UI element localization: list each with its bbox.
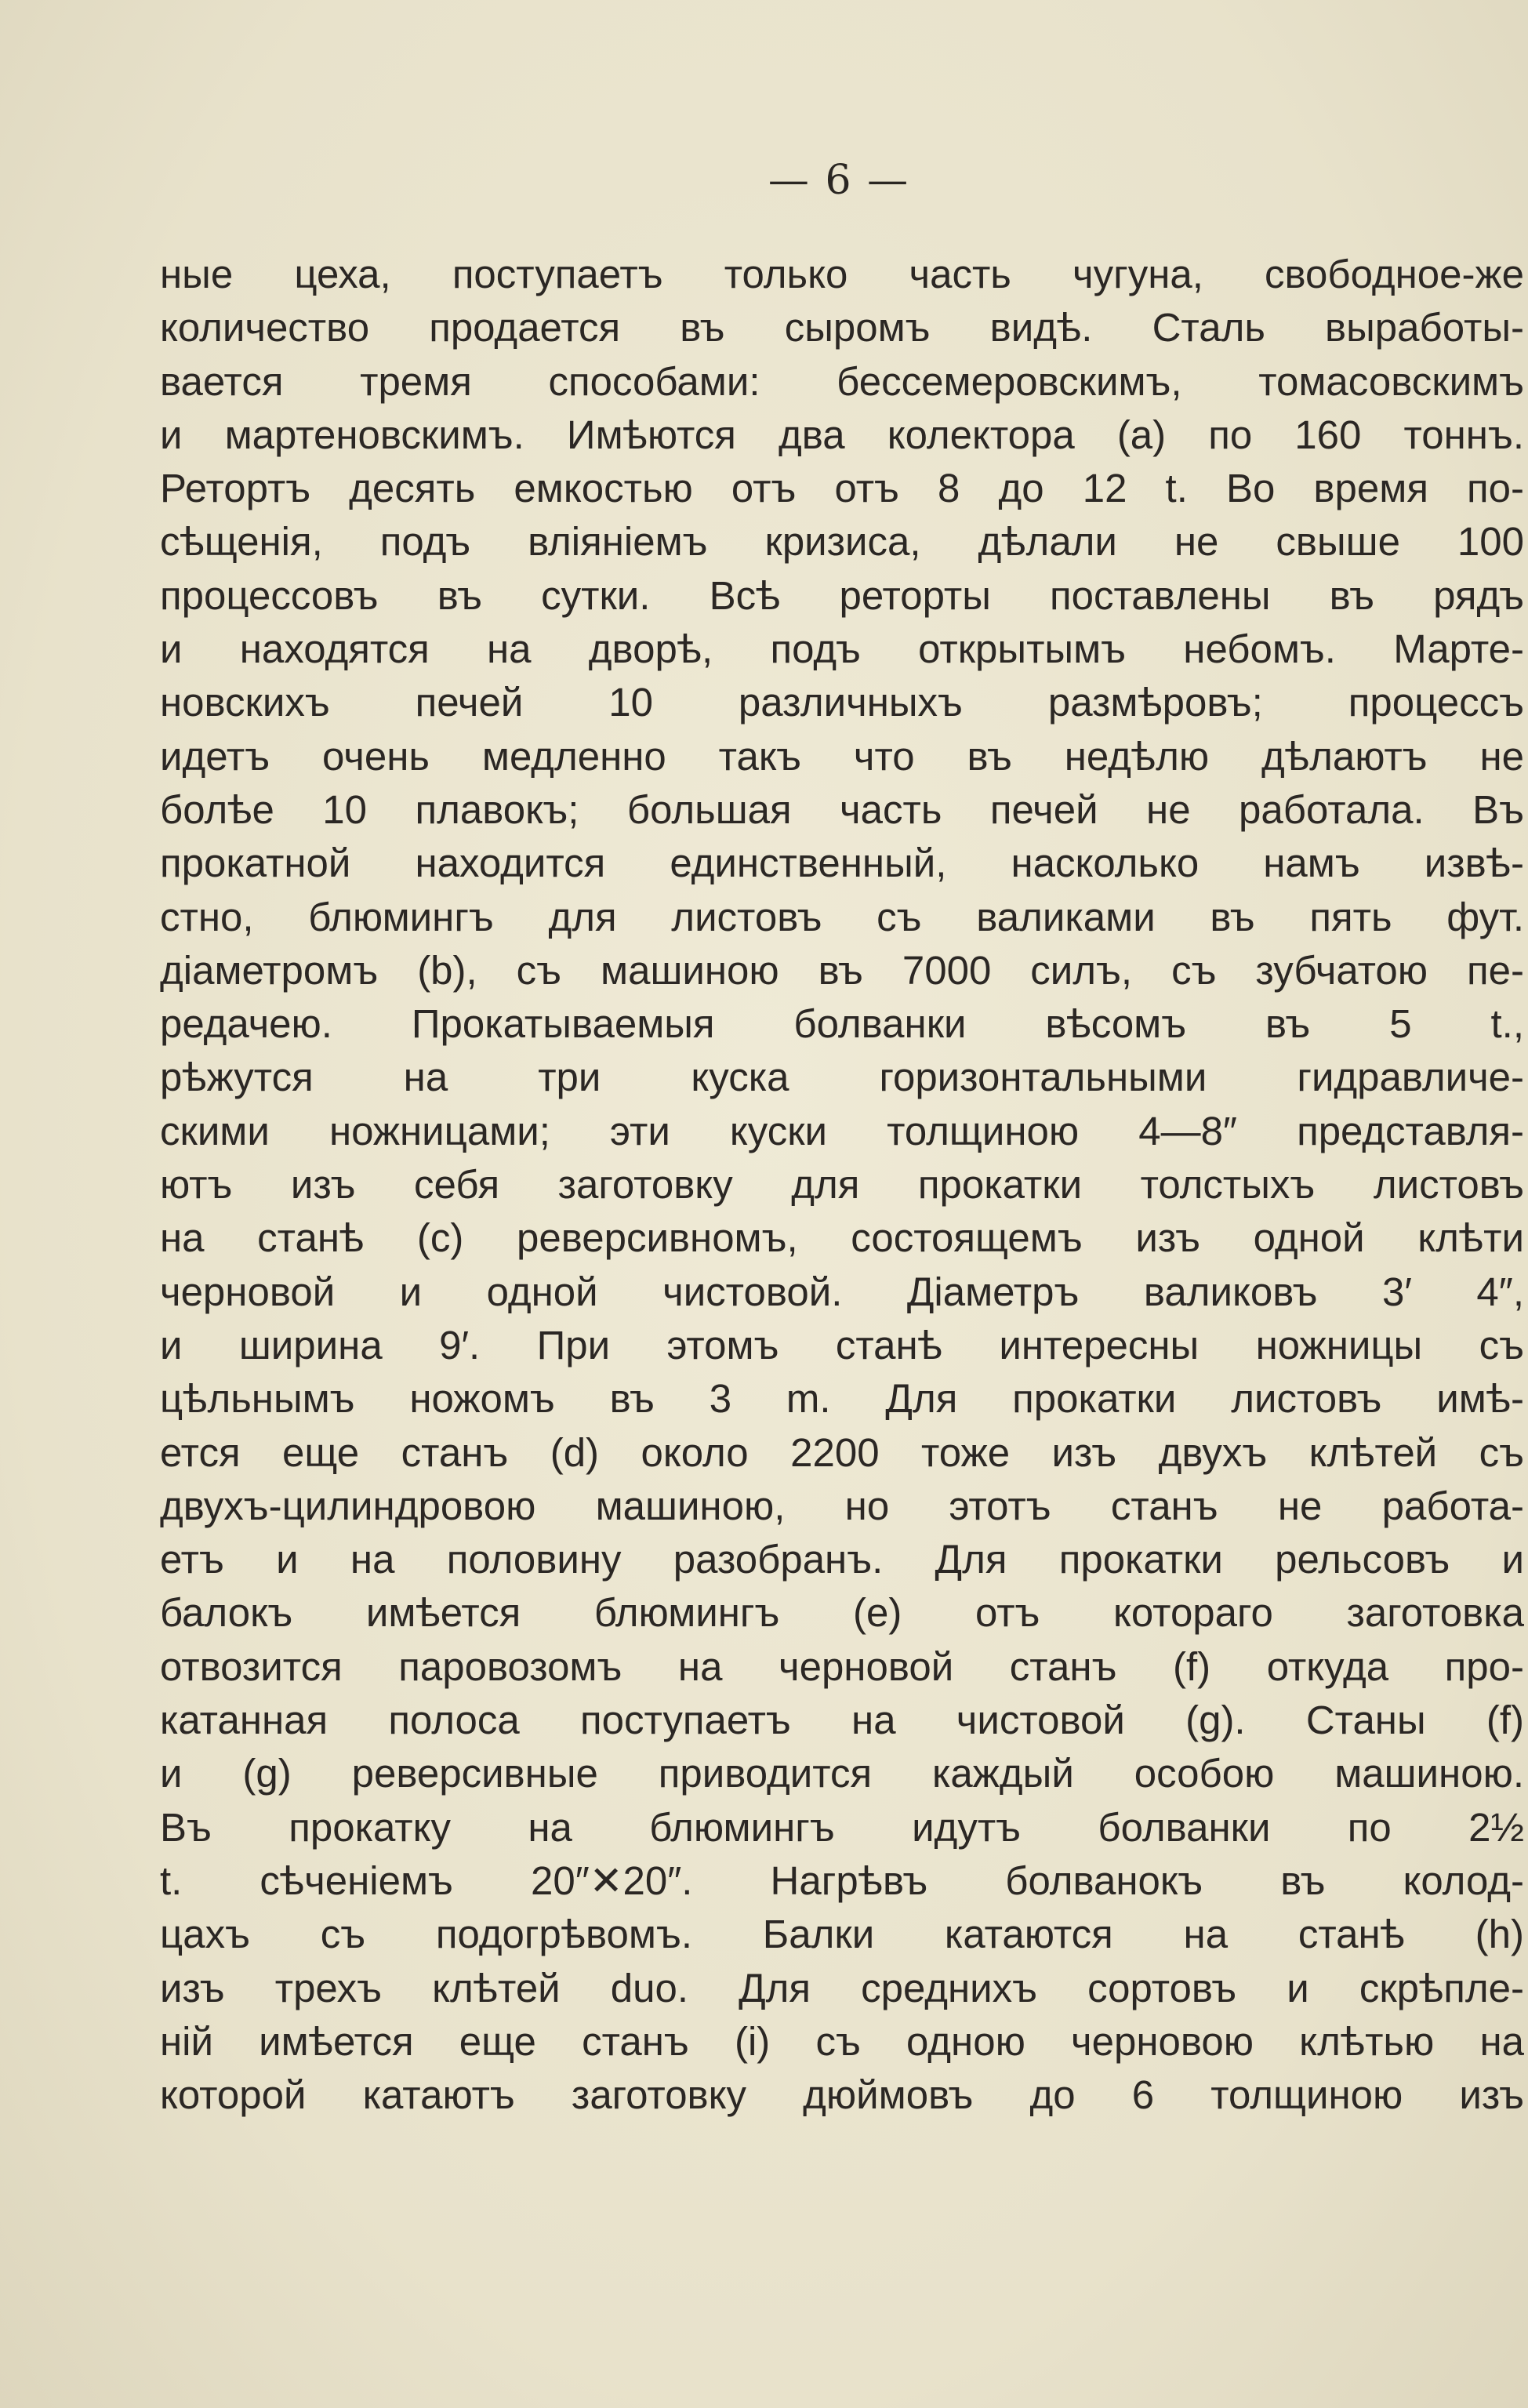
text-line: етъ и на половину разобранъ. Для прокатки рельсовъ и [160,1537,1524,1582]
text-line: ній имѣется еще станъ (i) съ одною черновою клѣтью на [160,2018,1524,2064]
text-line: скими ножницами; эти куски толщиною 4—8″ представля- [160,1108,1524,1153]
text-line: рѣжутся на три куска горизонтальными гидравличе- [160,1055,1524,1100]
text-line: цахъ съ подогрѣвомъ. Балки катаются на станѣ (h) [160,1912,1524,1957]
text-line: на станѣ (с) реверсивномъ, состоящемъ изъ одной клѣти [160,1215,1524,1261]
text-line: Ретортъ десять емкостью отъ отъ 8 до 12 t. Во время по- [160,466,1524,511]
body-text [160,248,1524,2122]
text-line: t. сѣченіемъ 20″✕20″. Нагрѣвъ болванокъ въ колод- [160,1858,1524,1903]
page-number: — 6 — [768,157,910,204]
text-line: Въ прокатку на блюмингъ идутъ болванки по 2½ [160,1804,1524,1850]
text-line: стно, блюмингъ для листовъ съ валиками въ пять фут. [160,894,1524,939]
text-line: и ширина 9′. При этомъ станѣ интересны ножницы съ [160,1322,1524,1367]
text-line: черновой и одной чистовой. Діаметръ валиковъ 3′ 4″, [160,1269,1524,1314]
text-line: ется еще станъ (d) около 2200 тоже изъ двухъ клѣтей съ [160,1429,1524,1475]
text-line: идетъ очень медленно такъ что въ недѣлю дѣлаютъ не [160,733,1524,779]
text-line: діаметромъ (b), съ машиною въ 7000 силъ, съ зубчатою пе- [160,947,1524,993]
text-line: балокъ имѣется блюмингъ (е) отъ котораго заготовка [160,1590,1524,1636]
text-line: и находятся на дворѣ, подъ открытымъ небомъ. Марте- [160,627,1524,672]
text-line: новскихъ печей 10 различныхъ размѣровъ; процессъ [160,680,1524,725]
text-line: вается тремя способами: бессемеровскимъ, томасовскимъ [160,358,1524,404]
text-line: количество продается въ сыромъ видѣ. Сталь выработы- [160,305,1524,350]
text-line: изъ трехъ клѣтей duo. Для среднихъ сортовъ и скрѣпле- [160,1965,1524,2010]
text-line: отвозится паровозомъ на черновой станъ (f) откуда про- [160,1643,1524,1689]
text-line: и мартеновскимъ. Имѣются два колектора (а) по 160 тоннъ. [160,412,1524,457]
text-line: цѣльнымъ ножомъ въ 3 m. Для прокатки листовъ имѣ- [160,1376,1524,1422]
text-line: болѣе 10 плавокъ; большая часть печей не работала. Въ [160,786,1524,832]
text-line: и (g) реверсивные приводится каждый особою машиною. [160,1751,1524,1796]
text-line: процессовъ въ сутки. Всѣ реторты поставлены въ рядъ [160,572,1524,618]
text-line: ные цеха, поступаетъ только часть чугуна, свободное-же [160,252,1524,296]
text-line: которой катаютъ заготовку дюймовъ до 6 толщиною изъ [160,2072,1524,2118]
text-line: катанная полоса поступаетъ на чистовой (g). Станы (f) [160,1698,1524,1743]
text-line: сѣщенія, подъ вліяніемъ кризиса, дѣлали не свыше 100 [160,519,1524,565]
text-line: ютъ изъ себя заготовку для прокатки толстыхъ листовъ [160,1162,1524,1208]
text-line: редачею. Прокатываемыя болванки вѣсомъ въ 5 t., [160,1001,1524,1047]
text-line: двухъ-цилиндровою машиною, но этотъ станъ не работа- [160,1483,1524,1528]
text-line: прокатной находится единственный, насколько намъ извѣ- [160,841,1524,886]
